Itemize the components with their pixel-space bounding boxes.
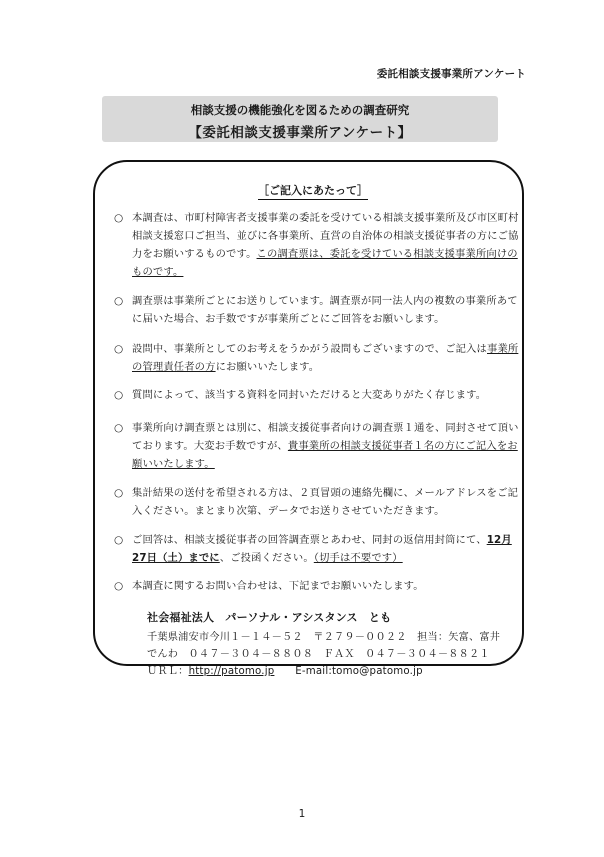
bullet-circle-icon: ○	[114, 212, 124, 224]
notice-item	[114, 484, 524, 520]
url-label: ＵＲＬ：	[147, 666, 189, 677]
notice-item	[114, 531, 524, 567]
survey-title: 【委託相談支援事業所アンケート】	[188, 125, 412, 141]
notice-item-text: 事業所向け調査票とは別に、相談支援従事者向けの調査票１通を、同封させて頂いております。大変お手数ですが、	[132, 422, 519, 452]
bullet-circle-icon: ○	[114, 389, 124, 401]
notice-item	[114, 292, 524, 328]
bullet-circle-icon: ○	[114, 534, 124, 546]
notice-item-text: 質問によって、該当する資料を同封いただけると大変ありがたく存じます。	[132, 389, 487, 401]
notice-item	[114, 209, 524, 281]
contact-address: 千葉県浦安市今川１－１４－５２ 〒２７９－００２２ 担当：矢富、富井	[147, 632, 501, 643]
notice-item-emphasis: 貴事業所の相談支援従事者１名の方にご記入をお願いいたします。	[132, 440, 518, 470]
bullet-circle-icon: ○	[114, 580, 124, 592]
document-header-label: 委託相談支援事業所アンケート	[376, 68, 526, 80]
notice-item	[114, 386, 524, 404]
notice-item-emphasis: この調査票は、委託を受けている相談支援事業所向けのものです。	[132, 248, 518, 278]
title-banner	[102, 96, 498, 142]
stamp-not-required-note: （切手は不要です）	[313, 552, 403, 564]
bullet-circle-icon: ○	[114, 422, 124, 434]
notice-item	[114, 577, 524, 595]
notice-item	[114, 340, 524, 376]
bullet-circle-icon: ○	[114, 343, 124, 355]
notice-item-text: ご回答は、相談支援従事者の回答調査票とあわせ、同封の返信用封筒にて、	[132, 534, 487, 546]
contact-phone-fax: でんわ ０４７－３０４－８８０８ ＦＡＸ ０４７－３０４－８８２１	[147, 649, 490, 660]
notice-item-text: 設問中、事業所としてのお考えをうかがう設問もございますので、ご記入は	[132, 343, 487, 355]
notice-item-text: 本調査に関するお問い合わせは、下記までお願いいたします。	[132, 580, 424, 592]
notice-heading: ［ご記入にあたって］	[258, 184, 368, 197]
email-link[interactable]: tomo@patomo.jp	[331, 666, 423, 677]
notice-item	[114, 419, 524, 473]
notice-item-emphasis: 事業所の管理責任者の方	[132, 343, 519, 373]
bullet-circle-icon: ○	[114, 487, 124, 499]
bullet-circle-icon: ○	[114, 295, 124, 307]
notice-item-text: 本調査は、市町村障害者支援事業の委託を受けている相談支援事業所及び市区町村相談支援窓口ご担当、並びに各事業所、直営の自治体の相談支援従事者の方にご協力をお願いするものです。	[132, 212, 519, 260]
contact-organization: 社会福祉法人 パーソナル・アシスタンス とも	[147, 611, 392, 624]
website-link[interactable]: http://patomo.jp	[188, 666, 275, 677]
notice-item-text: 、ご投函ください。	[219, 552, 314, 564]
deadline-date: 12月27日（土）までに	[132, 534, 512, 564]
notice-item-text: 調査票は事業所ごとにお送りしています。調査票が同一法人内の複数の事業所あてに届いた場合、お手数ですが事業所ごとにご回答をお願いします。	[132, 295, 518, 325]
notice-item-text: 集計結果の送付を希望される方は、２頁冒頭の連絡先欄に、メールアドレスをご記入ください。まとまり次第、データでお送りさせていただきます。	[132, 487, 519, 517]
contact-web	[147, 662, 517, 677]
notice-item-text: にお願いいたします。	[215, 361, 320, 373]
email-label: E-mail:	[295, 666, 332, 677]
page-number: 1	[298, 808, 306, 820]
survey-subtitle: 相談支援の機能強化を図るための調査研究	[190, 103, 410, 117]
